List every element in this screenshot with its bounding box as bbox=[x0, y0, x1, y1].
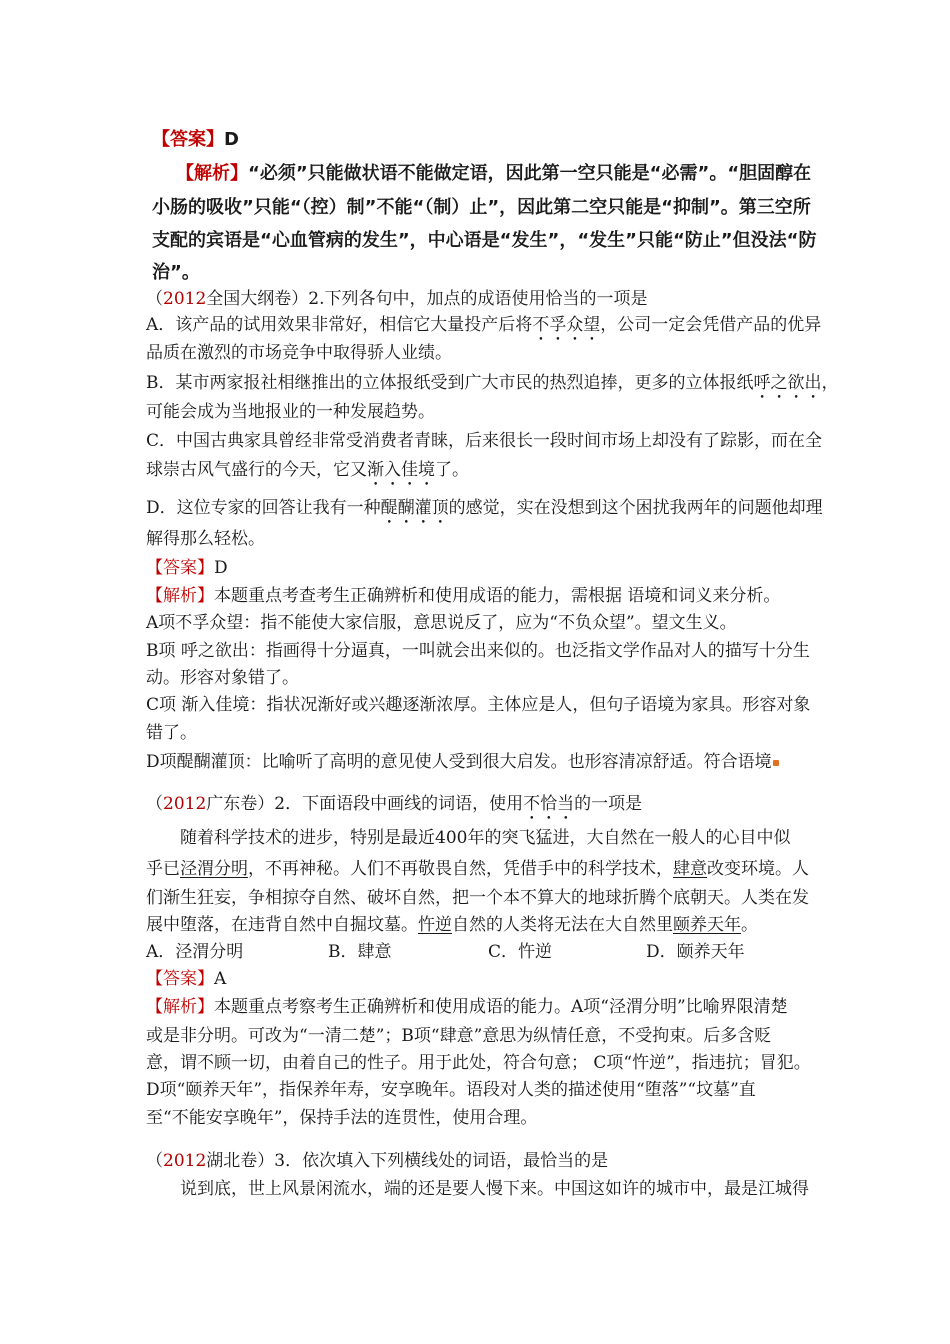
answer-line bbox=[146, 967, 226, 991]
passage-line-1: 随着科学技术的进步，特别是最近400年的突飞猛进，大自然在一般人的心目中似 bbox=[180, 828, 791, 848]
dotted-idiom: 呼之欲出 bbox=[753, 373, 822, 393]
analysis-text: “必须”只能做状语不能做定语，因此第一空只能是“必需”。“胆固醇在 bbox=[248, 163, 812, 184]
dotted-idiom: 醍醐灌顶 bbox=[380, 498, 449, 518]
underlined-word: 肆意 bbox=[673, 859, 707, 879]
analysis-line-1: 【解析】本题重点考察考生正确辨析和使用成语的能力。A项“泾渭分明”比喻界限清楚 bbox=[146, 997, 788, 1017]
analysis-line-3: 支配的宾语是“心血管病的发生”，中心语是“发生”，“发生”只能“防止”但没法“防 bbox=[152, 230, 817, 251]
question-header: （2012全国大纲卷）2.下列各句中，加点的成语使用恰当的一项是 bbox=[146, 289, 648, 309]
question-source: 2012 bbox=[163, 1151, 207, 1171]
passage-line-2: 乎已泾渭分明，不再神秘。人们不再敬畏自然，凭借手中的科学技术，肆意改变环境。人 bbox=[146, 859, 809, 879]
option-a: A．泾渭分明 bbox=[146, 942, 244, 962]
analysis-line-5: C项 渐入佳境：指状况渐好或兴趣逐渐浓厚。主体应是人，但句子语境为家具。形容对象 bbox=[146, 695, 811, 715]
answer-value: D bbox=[224, 129, 239, 150]
option-c-line-1: C．中国古典家具曾经非常受消费者青睐，后来很长一段时间市场上却没有了踪影，而在全 bbox=[146, 431, 823, 451]
option-c-line-2: 球崇古风气盛行的今天，它又渐入佳境了。 bbox=[146, 460, 469, 480]
option-a-line-2: 品质在激烈的市场竞争中取得骄人业绩。 bbox=[146, 343, 452, 363]
dotted-phrase: 不恰当 bbox=[523, 794, 575, 814]
analysis-line-2: 小肠的吸收”只能“（控）制”不能“（制）止”，因此第二空只能是“抑制”。第三空所 bbox=[152, 197, 811, 218]
passage-line-4: 展中堕落，在违背自然中自掘坟墓。忤逆自然的人类将无法在大自然里颐养天年。 bbox=[146, 915, 758, 935]
question-source: 2012 bbox=[163, 794, 207, 814]
answer-line bbox=[146, 556, 228, 580]
option-c: C．忤逆 bbox=[488, 942, 553, 962]
dotted-idiom: 不孚众望 bbox=[532, 315, 601, 335]
answer-value: D bbox=[214, 558, 228, 578]
answer-tag: 【答案】 bbox=[146, 969, 214, 989]
analysis-line-1 bbox=[176, 162, 811, 186]
answer-tag: 【答案】 bbox=[152, 129, 224, 150]
dotted-idiom: 渐入佳境 bbox=[367, 460, 435, 480]
analysis-line-3: 意，谓不顾一切，由着自己的性子。用于此处，符合句意； C项“忤逆”，指违抗；冒犯。 bbox=[146, 1053, 811, 1073]
analysis-line-1: 【解析】本题重点考查考生正确辨析和使用成语的能力，需根据 语境和词义来分析。 bbox=[146, 586, 781, 606]
passage-line-3: 们渐生狂妄，争相掠夺自然、破坏自然，把一个本不算大的地球折腾个底朝天。人类在发 bbox=[146, 888, 809, 908]
passage-line-1: 说到底，世上风景闲流水，端的还是要人慢下来。中国这如许的城市中，最是江城得 bbox=[180, 1179, 809, 1199]
analysis-tag: 【解析】 bbox=[176, 163, 248, 184]
answer-value: A bbox=[214, 969, 227, 989]
option-b-line-2: 可能会成为当地报业的一种发展趋势。 bbox=[146, 402, 435, 422]
answer-line bbox=[152, 128, 239, 152]
option-a-line-1: A．该产品的试用效果非常好，相信它大量投产后将不孚众望，公司一定会凭借产品的优异 bbox=[146, 315, 822, 335]
question-header: （2012湖北卷）3．依次填入下列横线处的词语，最恰当的是 bbox=[146, 1151, 609, 1171]
option-d-line-1: D．这位专家的回答让我有一种醍醐灌顶的感觉，实在没想到这个困扰我两年的问题他却理 bbox=[146, 498, 823, 518]
analysis-line-4: 治”。 bbox=[152, 262, 200, 283]
option-d: D．颐养天年 bbox=[646, 942, 745, 962]
answer-tag: 【答案】 bbox=[146, 558, 214, 578]
underlined-word: 颐养天年 bbox=[673, 915, 741, 935]
question-header: （2012广东卷）2．下面语段中画线的词语，使用不恰当的一项是 bbox=[146, 794, 643, 814]
analysis-tag: 【解析】 bbox=[146, 997, 214, 1017]
analysis-line-5: 至“不能安享晚年”，保持手法的连贯性，使用合理。 bbox=[146, 1108, 538, 1128]
analysis-line-2: A项不孚众望：指不能使大家信服，意思说反了，应为“不负众望”。望文生义。 bbox=[146, 613, 737, 633]
analysis-line-4: 动。形容对象错了。 bbox=[146, 668, 299, 688]
underlined-word: 忤逆 bbox=[418, 915, 452, 935]
underlined-word: 泾渭分明 bbox=[180, 859, 248, 879]
option-b: B．肆意 bbox=[328, 942, 392, 962]
analysis-line-4: D项“颐养天年”，指保养年寿，安享晚年。语段对人类的描述使用“堕落”“坟墓”直 bbox=[146, 1080, 756, 1100]
options-row bbox=[146, 940, 745, 964]
analysis-tag: 【解析】 bbox=[146, 586, 214, 606]
analysis-line-7: D项醍醐灌顶：比喻听了高明的意见使人受到很大启发。也形容清凉舒适。符合语境 bbox=[146, 750, 779, 774]
analysis-line-3: B项 呼之欲出：指画得十分逼真，一叫就会出来似的。也泛指文学作品对人的描写十分生 bbox=[146, 641, 810, 661]
marker-icon bbox=[773, 760, 779, 766]
question-source: 2012 bbox=[163, 289, 207, 309]
analysis-line-2: 或是非分明。可改为“一清二楚”；B项“肆意”意思为纵情任意，不受拘束。后多含贬 bbox=[146, 1026, 772, 1046]
option-d-line-2: 解得那么轻松。 bbox=[146, 529, 265, 549]
option-b-line-1: B．某市两家报社相继推出的立体报纸受到广大市民的热烈追捧，更多的立体报纸呼之欲出， bbox=[146, 373, 839, 393]
analysis-line-6: 错了。 bbox=[146, 723, 197, 743]
